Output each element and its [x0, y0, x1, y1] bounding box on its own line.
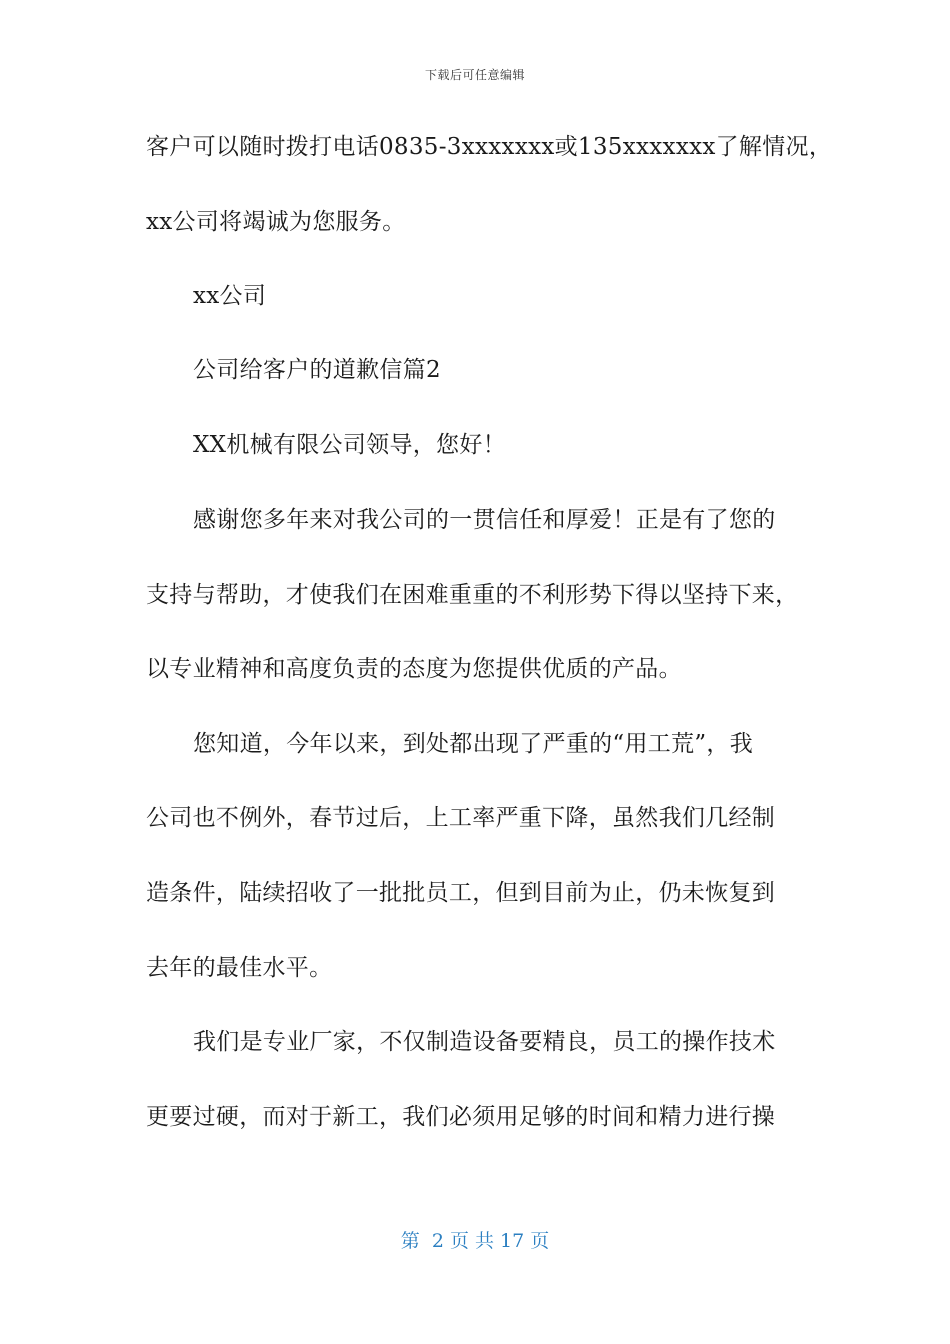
paragraph-2-line-1: 您知道，今年以来，到处都出现了严重的“用工荒”，我 — [193, 731, 754, 757]
section-title: 公司给客户的道歉信篇2 — [193, 357, 441, 383]
page-header: 下载后可任意编辑 — [424, 68, 525, 82]
paragraph-2-line-4: 去年的最佳水平。 — [146, 955, 333, 981]
paragraph-1-line-1: 感谢您多年来对我公司的一贯信任和厚爱！正是有了您的 — [193, 507, 776, 533]
paragraph-1-line-2: 支持与帮助，才使我们在困难重重的不利形势下得以坚持下来， — [146, 582, 799, 608]
page-number-footer: 第 2 页 共 17 页 — [400, 1230, 550, 1252]
body-line-2: xx公司将竭诚为您服务。 — [146, 209, 406, 235]
paragraph-2-line-2: 公司也不例外，春节过后，上工率严重下降，虽然我们几经制 — [146, 805, 776, 831]
paragraph-3-line-2: 更要过硬，而对于新工，我们必须用足够的时间和精力进行操 — [146, 1104, 776, 1130]
salutation: XX机械有限公司领导，您好！ — [193, 432, 506, 458]
signature-company: xx公司 — [193, 283, 267, 309]
body-line-1: 客户可以随时拨打电话0835-3xxxxxxx或135xxxxxxx了解情况， — [146, 134, 833, 160]
paragraph-3-line-1: 我们是专业厂家，不仅制造设备要精良，员工的操作技术 — [193, 1029, 776, 1055]
paragraph-1-line-3: 以专业精神和高度负责的态度为您提供优质的产品。 — [146, 656, 682, 682]
paragraph-2-line-3: 造条件，陆续招收了一批批员工，但到目前为止，仍未恢复到 — [146, 880, 776, 906]
